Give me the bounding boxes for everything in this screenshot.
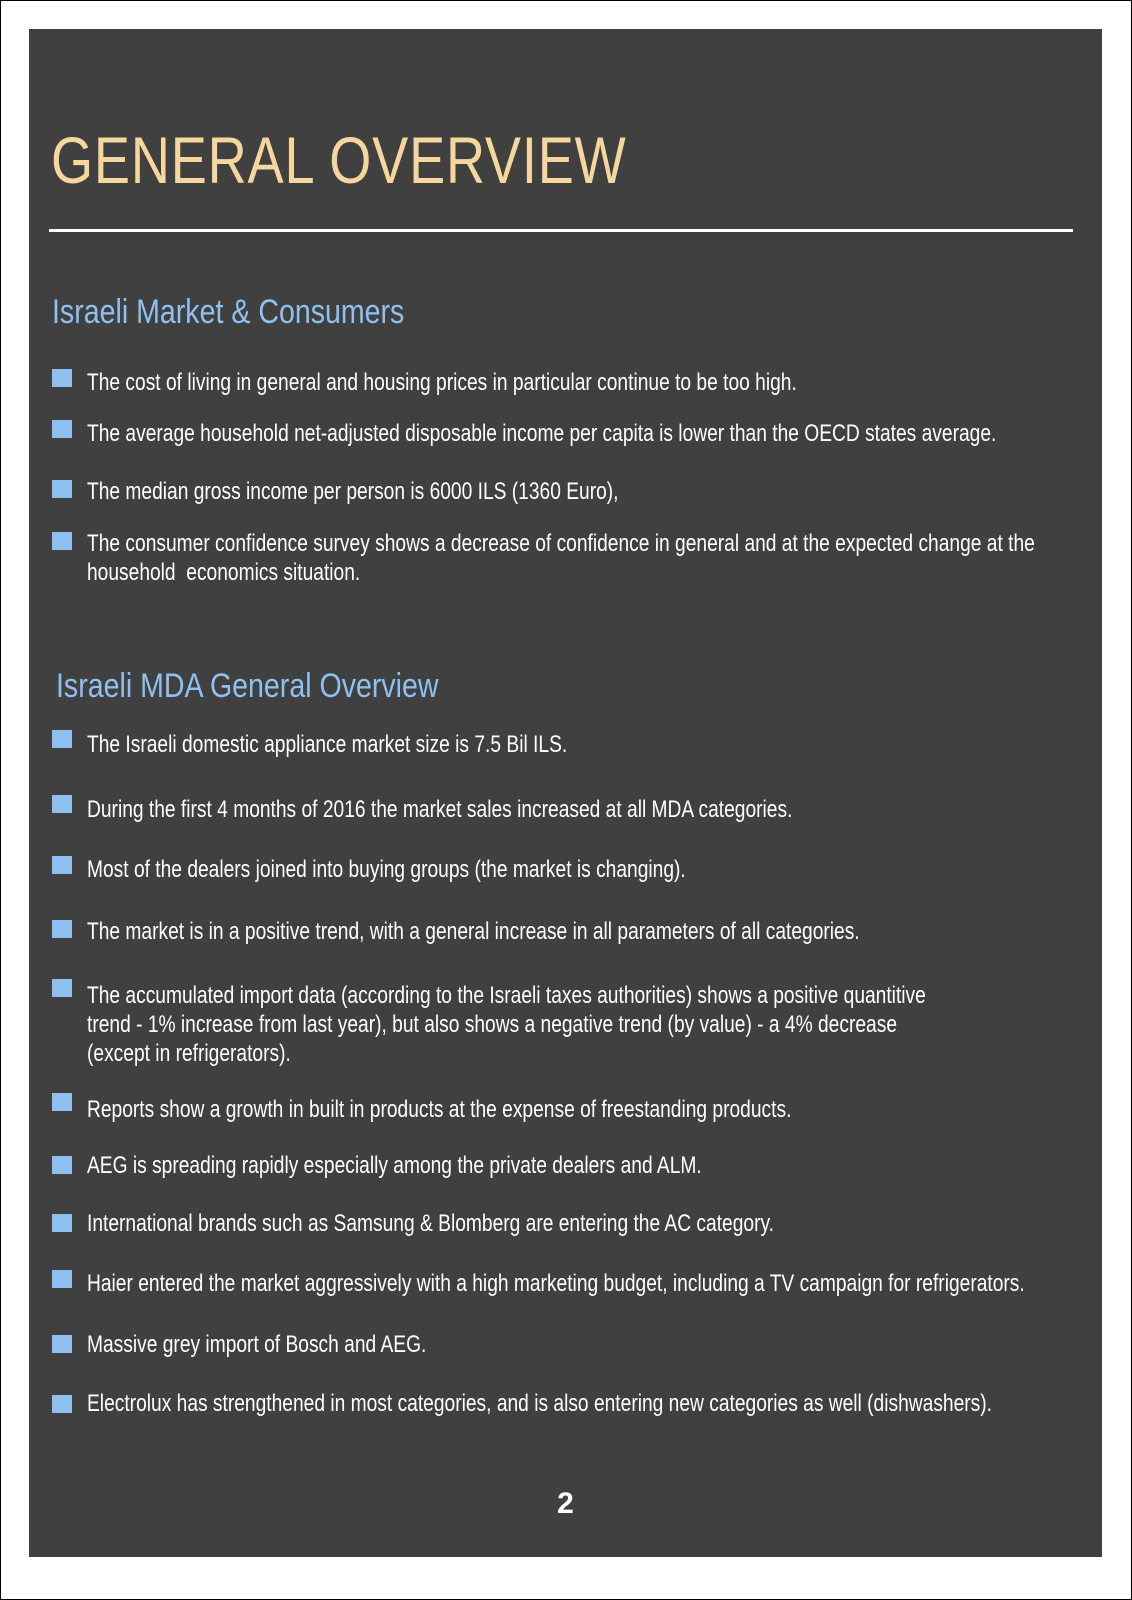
square-bullet-icon bbox=[52, 920, 72, 938]
square-bullet-icon bbox=[52, 979, 72, 997]
square-bullet-icon bbox=[52, 1270, 72, 1288]
list-item: The median gross income per person is 6000 ILS (1360 Euro), bbox=[87, 478, 619, 505]
square-bullet-icon bbox=[52, 1395, 72, 1413]
page-title: GENERAL OVERVIEW bbox=[51, 123, 627, 197]
list-item: Most of the dealers joined into buying groups (the market is changing). bbox=[87, 856, 686, 883]
square-bullet-icon bbox=[52, 480, 72, 498]
title-divider bbox=[49, 229, 1073, 232]
list-item: Massive grey import of Bosch and AEG. bbox=[87, 1331, 427, 1358]
list-item: International brands such as Samsung & Blomberg are entering the AC category. bbox=[87, 1210, 774, 1237]
square-bullet-icon bbox=[52, 856, 72, 874]
list-item: Haier entered the market aggressively with a high marketing budget, including a TV campaign for refrigerators. bbox=[87, 1270, 1025, 1297]
square-bullet-icon bbox=[52, 1335, 72, 1353]
square-bullet-icon bbox=[52, 795, 72, 813]
list-item: The Israeli domestic appliance market size is 7.5 Bil ILS. bbox=[87, 731, 568, 758]
square-bullet-icon bbox=[52, 420, 72, 438]
square-bullet-icon bbox=[52, 532, 72, 550]
list-item: The average household net-adjusted disposable income per capita is lower than the OECD states average. bbox=[87, 420, 997, 447]
list-item: During the first 4 months of 2016 the market sales increased at all MDA categories. bbox=[87, 796, 793, 823]
list-item: Electrolux has strengthened in most categories, and is also entering new categories as well (dishwashers). bbox=[87, 1390, 992, 1417]
list-item: AEG is spreading rapidly especially among the private dealers and ALM. bbox=[87, 1152, 702, 1179]
list-item: The accumulated import data (according to the Israeli taxes authorities) shows a positive quantitive trend - 1% increase from last year), but also shows a negative trend (by value) - a 4% decrease (except in refrigerators). bbox=[87, 982, 926, 1067]
page-number: 2 bbox=[557, 1487, 574, 1520]
list-item: The market is in a positive trend, with a general increase in all parameters of all categories. bbox=[87, 918, 860, 945]
square-bullet-icon bbox=[52, 1214, 72, 1232]
section-heading-market-consumers: Israeli Market & Consumers bbox=[52, 293, 405, 331]
list-item: Reports show a growth in built in products at the expense of freestanding products. bbox=[87, 1096, 792, 1123]
list-item: The consumer confidence survey shows a decrease of confidence in general and at the expected change at the household economics situation. bbox=[87, 530, 1035, 586]
square-bullet-icon bbox=[52, 730, 72, 748]
slide bbox=[29, 29, 1102, 1557]
square-bullet-icon bbox=[52, 1156, 72, 1174]
square-bullet-icon bbox=[52, 369, 72, 387]
section-heading-mda-overview: Israeli MDA General Overview bbox=[56, 667, 439, 705]
list-item: The cost of living in general and housing prices in particular continue to be too high. bbox=[87, 369, 797, 396]
square-bullet-icon bbox=[52, 1093, 72, 1111]
